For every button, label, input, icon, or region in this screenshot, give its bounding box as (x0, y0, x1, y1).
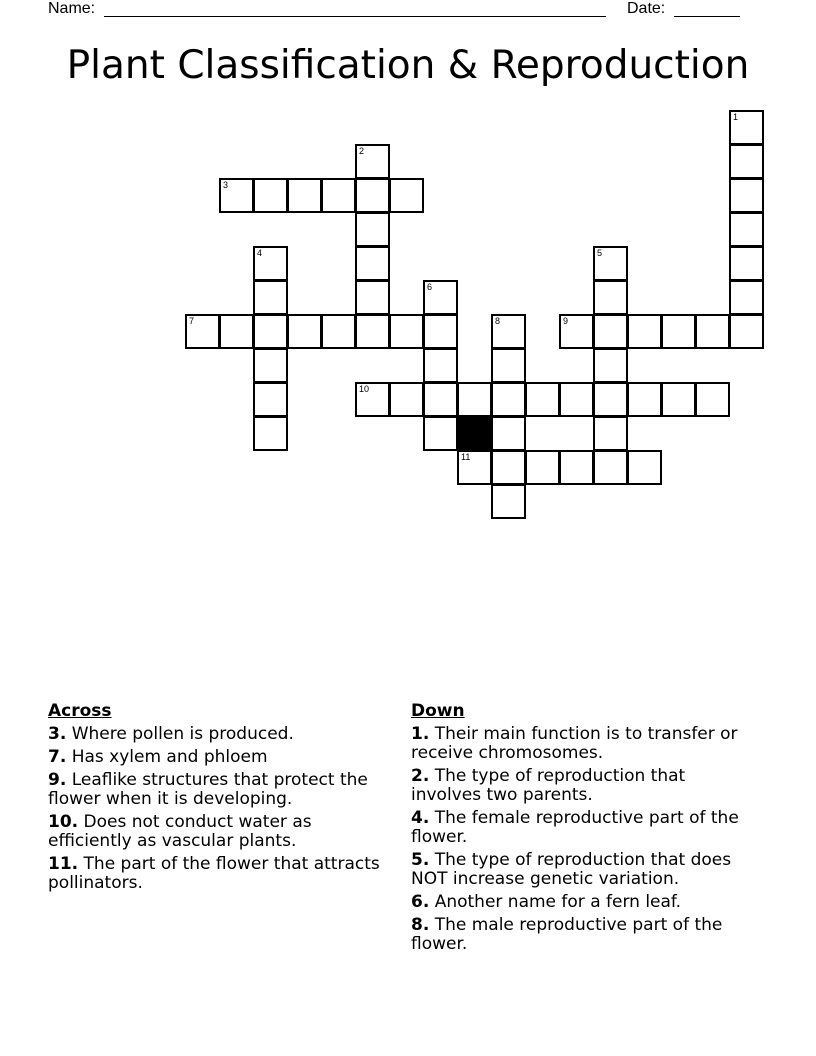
grid-cell[interactable] (321, 178, 356, 213)
clue-text: Leaflike structures that protect the flower when it is developing. (48, 770, 368, 809)
grid-cell[interactable] (219, 314, 254, 349)
grid-cell[interactable] (355, 212, 390, 247)
grid-cell[interactable] (423, 314, 458, 349)
clue-number: 6. (411, 892, 430, 912)
grid-cell[interactable] (525, 450, 560, 485)
clue-number: 10. (48, 812, 79, 832)
grid-cell[interactable] (661, 314, 696, 349)
grid-cell[interactable] (627, 382, 662, 417)
down-heading: Down (411, 701, 465, 721)
grid-cell[interactable] (253, 178, 288, 213)
grid-cell[interactable] (253, 280, 288, 315)
grid-cell[interactable] (253, 314, 288, 349)
down-clue (411, 809, 756, 847)
down-clue (411, 767, 756, 805)
clue-number: 1 (733, 112, 739, 122)
grid-cell[interactable] (423, 348, 458, 383)
clue-text: Does not conduct water as efficiently as vascular plants. (48, 812, 312, 851)
grid-cell[interactable] (661, 382, 696, 417)
across-clue (48, 855, 393, 893)
clue-number: 7 (189, 316, 195, 326)
grid-cell[interactable] (457, 450, 492, 485)
grid-cell[interactable] (729, 314, 764, 349)
down-clue (411, 916, 756, 954)
date-label: Date: (627, 0, 666, 17)
clue-number: 4. (411, 808, 430, 828)
clue-text: The male reproductive part of the flower. (411, 915, 723, 954)
grid-cell[interactable] (729, 110, 764, 145)
grid-cell[interactable] (457, 382, 492, 417)
grid-cell[interactable] (355, 178, 390, 213)
grid-cell[interactable] (253, 416, 288, 451)
clue-text: Their main function is to transfer or receive chromosomes. (411, 724, 738, 763)
down-clue (411, 851, 756, 889)
clue-number: 4 (257, 248, 263, 258)
grid-block-cell (457, 416, 492, 451)
clue-number: 5. (411, 850, 430, 870)
grid-cell[interactable] (389, 178, 424, 213)
grid-cell[interactable] (355, 382, 390, 417)
clue-number: 2. (411, 766, 430, 786)
grid-cell[interactable] (355, 144, 390, 179)
clue-number: 1. (411, 724, 430, 744)
clue-number: 8 (495, 316, 501, 326)
grid-cell[interactable] (287, 178, 322, 213)
grid-cell[interactable] (219, 178, 254, 213)
page-title: Plant Classification & Reproduction (66, 43, 750, 88)
grid-cell[interactable] (729, 280, 764, 315)
grid-cell[interactable] (491, 484, 526, 519)
grid-cell[interactable] (185, 314, 220, 349)
across-clues (48, 702, 393, 897)
down-clue (411, 893, 756, 912)
grid-cell[interactable] (253, 382, 288, 417)
grid-cell[interactable] (729, 246, 764, 281)
grid-cell[interactable] (593, 314, 628, 349)
clue-text: The type of reproduction that involves two parents. (411, 766, 686, 805)
clue-number: 10 (359, 384, 370, 394)
grid-cell[interactable] (491, 450, 526, 485)
clue-text: Has xylem and phloem (71, 747, 268, 767)
grid-cell[interactable] (355, 280, 390, 315)
clue-text: The type of reproduction that does NOT increase genetic variation. (411, 850, 732, 889)
grid-cell[interactable] (491, 314, 526, 349)
clue-number: 11 (461, 452, 471, 462)
grid-cell[interactable] (695, 382, 730, 417)
grid-cell[interactable] (593, 450, 628, 485)
clue-number: 9 (563, 316, 569, 326)
clue-number: 6 (427, 282, 433, 292)
grid-cell[interactable] (253, 348, 288, 383)
across-clue (48, 813, 393, 851)
grid-cell[interactable] (423, 416, 458, 451)
grid-cell[interactable] (695, 314, 730, 349)
clue-number: 11. (48, 854, 79, 874)
grid-cell[interactable] (729, 144, 764, 179)
grid-cell[interactable] (321, 314, 356, 349)
name-label: Name: (48, 0, 96, 17)
across-clue-list (48, 725, 393, 893)
clue-text: Where pollen is produced. (71, 724, 294, 744)
grid-cell[interactable] (389, 314, 424, 349)
clue-number: 5 (597, 248, 603, 258)
clue-text: Another name for a fern leaf. (434, 892, 682, 912)
grid-cell[interactable] (729, 178, 764, 213)
grid-cell[interactable] (559, 450, 594, 485)
grid-cell[interactable] (559, 382, 594, 417)
grid-cell[interactable] (559, 314, 594, 349)
grid-cell[interactable] (287, 314, 322, 349)
grid-cell[interactable] (627, 450, 662, 485)
clue-text: The female reproductive part of the flower. (411, 808, 739, 847)
grid-cell[interactable] (627, 314, 662, 349)
grid-cell[interactable] (355, 246, 390, 281)
grid-cell[interactable] (491, 416, 526, 451)
clue-text: The part of the flower that attracts pollinators. (48, 854, 380, 893)
grid-cell[interactable] (729, 212, 764, 247)
grid-cell[interactable] (593, 246, 628, 281)
grid-cell[interactable] (355, 314, 390, 349)
grid-cell[interactable] (593, 280, 628, 315)
clue-number: 2 (359, 146, 365, 156)
grid-cell[interactable] (423, 280, 458, 315)
across-clue (48, 748, 393, 767)
clue-number: 7. (48, 747, 67, 767)
grid-cell[interactable] (253, 246, 288, 281)
clue-number: 9. (48, 770, 67, 790)
grid-cell[interactable] (593, 416, 628, 451)
across-clue (48, 725, 393, 744)
down-clue (411, 725, 756, 763)
clue-number: 3. (48, 724, 67, 744)
across-heading: Across (48, 701, 112, 721)
grid-cell[interactable] (389, 382, 424, 417)
grid-cell[interactable] (423, 382, 458, 417)
across-clue (48, 771, 393, 809)
grid-cell[interactable] (525, 382, 560, 417)
grid-cell[interactable] (593, 382, 628, 417)
down-clues (411, 702, 756, 958)
clue-number: 8. (411, 915, 430, 935)
clue-number: 3 (223, 180, 229, 190)
grid-cell[interactable] (593, 348, 628, 383)
grid-cell[interactable] (491, 382, 526, 417)
down-clue-list (411, 725, 756, 954)
grid-cell[interactable] (491, 348, 526, 383)
